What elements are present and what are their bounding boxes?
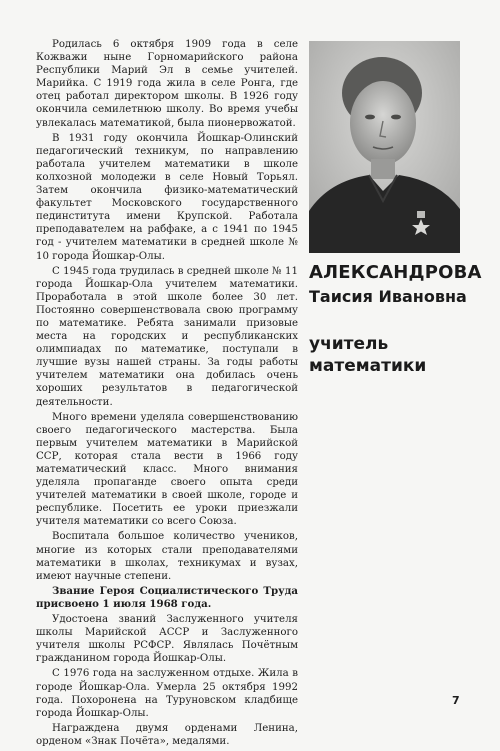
paragraph-birth: Родилась 6 октября 1909 года в селе Кожважи ныне Горномарийского района Республики Марий Эл в семье учителей. Марийка. С 1919 года жила в селе Ронга, где отец работал директором школы. В 1926 году окончила семилетнюю школу. Во время учебы увлекалась математикой, была пионервожатой. [36,39,298,129]
portrait-icon [309,41,460,253]
paragraph-school-11: С 1945 года трудилась в средней школе № 11 города Йошкар-Ола учителем математики. Проработала в этой школе более 30 лет. Постоянно совершенствовала свою программу по математике. Ребята занимали призовые места на городских и республиканских олимпиадах по математике, поступали в лучшие вузы нашей страны. За годы работы учителем математики она добилась очень хороших результатов в педагогической деятельности. [36,265,298,408]
portrait-photo [309,41,460,253]
occupation [309,333,489,377]
paragraph-mastery: Много времени уделяла совершенствованию своего педагогического мастерства. Была первым учителем математики в Марийской ССР, которая стала вести в 1966 году математический класс. Много внимания уделяла пропаганде своего опыта среди учителей математики в своей школе, городе и республике. Посетить ее уроки приезжали учителя математики со всего Союза. [36,411,298,528]
paragraph-awards: Награждена двумя орденами Ленина, орденом «Знак Почёта», медалями. [36,722,298,747]
surname: АЛЕКСАНДРОВА [309,262,482,283]
person-heading [309,262,489,307]
given-names: Таисия Ивановна [309,287,467,306]
paragraph-retirement: С 1976 года на заслуженном отдыхе. Жила в городе Йошкар-Ола. Умерла 25 октября 1992 года. Похоронена на Туруновском кладбище города Йошкар-Олы. [36,668,298,719]
paragraph-students: Воспитала большое количество учеников, многие из которых стали преподавателями математики в школах, техникумах и вузах, имеют научные степени. [36,531,298,582]
occupation-line-1: учитель [309,334,389,354]
paragraph-honors: Удостоена званий Заслуженного учителя школы Марийской АССР и Заслуженного учителя школы РСФСР. Являлась Почётным гражданином города Йошкар-Олы. [36,614,298,665]
paragraph-education: В 1931 году окончила Йошкар-Олинский педагогический техникум, по направлению работала учителем математики в школе колхозной молодежи в селе Новый Торьял. Затем окончила физико-математический факультет Московского государственного пединститута имени Крупской. Работала преподавателем на рабфаке, а с 1941 по 1945 год - учителем математики в средней школе № 10 города Йошкар-Олы. [36,132,298,262]
paragraph-hero-title: Звание Героя Социалистического Труда присвоено 1 июля 1968 года. [36,584,298,610]
page-number: 7 [452,694,460,707]
occupation-line-2: математики [309,356,427,376]
biography-text [36,38,298,748]
